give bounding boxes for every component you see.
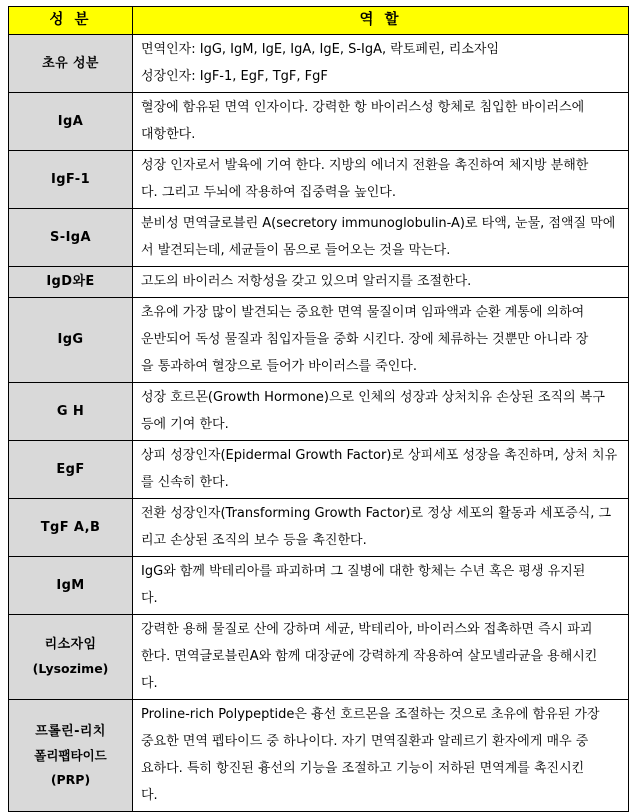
component-name-text: S-IgA: [50, 229, 91, 245]
table-row: [9, 93, 629, 151]
role-description-line: 초유에 가장 많이 발견되는 중요한 면역 물질이며 임파액과 순환 계통에 의하여: [141, 305, 585, 320]
component-name-text: EgF: [56, 461, 85, 477]
role-description-line: 다.: [141, 591, 158, 606]
role-description-line: 를 신속히 한다.: [141, 475, 229, 490]
component-name-cell: [9, 35, 133, 93]
role-description-cell: [133, 93, 629, 151]
column-header-component: 성 분: [9, 7, 133, 35]
role-description-cell: [133, 615, 629, 700]
role-description-line: 성장 인자로서 발육에 기여 한다. 지방의 에너지 전환을 촉진하여 체지방 분해한: [141, 158, 589, 173]
role-description-cell: [133, 267, 629, 298]
component-name-subtext: 폴리팹타이드: [34, 747, 107, 763]
role-description-line: 등에 기여 한다.: [141, 417, 229, 432]
table-row: [9, 441, 629, 499]
component-name-cell: [9, 93, 133, 151]
table-row: [9, 499, 629, 557]
role-description-line: 성장 호르몬(Growth Hormone)으로 인체의 성장과 상처치유 손상된 조직의 복구: [141, 390, 605, 405]
role-description-line: 리고 손상된 조직의 보수 등을 촉진한다.: [141, 533, 367, 548]
table-row: [9, 151, 629, 209]
role-description-line: 한다. 면역글로블린A와 함께 대장균에 강력하게 작용하여 살모넬라균을 용해시킨: [141, 649, 598, 664]
table-row: [9, 557, 629, 615]
component-name-cell: [9, 209, 133, 267]
column-header-role: 역 할: [133, 7, 629, 35]
component-name-text: 초유 성분: [42, 55, 99, 71]
role-description-line: 대항한다.: [141, 127, 196, 142]
role-description-line: 다.: [141, 788, 158, 803]
table-row: [9, 209, 629, 267]
table-row: [9, 700, 629, 812]
role-description-line: 고도의 바이러스 저항성을 갖고 있으며 알러지를 조절한다.: [141, 274, 472, 289]
table-row: [9, 267, 629, 298]
component-name-cell: [9, 298, 133, 383]
role-description-line: 성장인자: IgF-1, EgF, TgF, FgF: [141, 69, 328, 84]
component-name-cell: [9, 615, 133, 700]
component-name-subtext-2: (PRP): [50, 771, 91, 787]
role-description-line: 운반되어 독성 물질과 침입자들을 중화 시킨다. 장에 체류하는 것뿐만 아니라 장: [141, 332, 589, 347]
role-description-line: Proline-rich Polypeptide은 흉선 호르몬을 조절하는 것으로 초유에 함유된 가장: [141, 707, 600, 722]
role-description-cell: [133, 209, 629, 267]
role-description-line: 중요한 면역 펩타이드 중 하나이다. 자기 면역질환과 알레르기 환자에게 매우 중: [141, 734, 589, 749]
ingredient-table: [8, 6, 629, 812]
table-header: [9, 7, 629, 35]
component-name-text: IgF-1: [50, 171, 91, 187]
component-name-text: IgD와E: [46, 274, 95, 289]
role-description-cell: [133, 441, 629, 499]
component-name-text: 프롤린-리치: [35, 723, 106, 739]
component-name-cell: [9, 499, 133, 557]
component-name-cell: [9, 267, 133, 298]
component-name-text: TgF A,B: [40, 519, 101, 535]
role-description-line: 분비성 면역글로블린 A(secretory immunoglobulin-A)로 타액, 눈물, 점액질 막에: [141, 216, 616, 231]
component-name-text: IgG: [57, 332, 84, 347]
role-description-cell: [133, 383, 629, 441]
role-description-cell: [133, 499, 629, 557]
role-description-cell: [133, 700, 629, 812]
component-name-text: IgA: [57, 113, 84, 129]
role-description-line: 혈장에 함유된 면역 인자이다. 강력한 항 바이러스성 항체로 침입한 바이러스에: [141, 100, 585, 115]
role-description-cell: [133, 35, 629, 93]
role-description-line: IgG와 함께 박테리아를 파괴하며 그 질병에 대한 항체는 수년 혹은 평생 유지된: [141, 564, 586, 579]
table-body: [9, 35, 629, 812]
role-description-line: 요하다. 특히 항진된 흉선의 기능을 조절하고 기능이 저하된 면역계를 촉진시킨: [141, 761, 585, 776]
component-name-text: IgM: [56, 577, 85, 593]
role-description-line: 상피 성장인자(Epidermal Growth Factor)로 상피세포 성장을 촉진하며, 상처 치유: [141, 448, 618, 463]
component-name-cell: [9, 383, 133, 441]
table-row: [9, 383, 629, 441]
component-name-text: G H: [56, 403, 85, 419]
component-name-cell: [9, 151, 133, 209]
role-description-line: 다. 그리고 두뇌에 작용하여 집중력을 높인다.: [141, 185, 396, 200]
role-description-line: 면역인자: IgG, IgM, IgE, IgA, IgE, S-IgA, 락토페린, 리소자임: [141, 42, 500, 57]
component-name-cell: [9, 441, 133, 499]
role-description-line: 서 발견되는데, 세균들이 몸으로 들어오는 것을 막는다.: [141, 243, 451, 258]
role-description-cell: [133, 298, 629, 383]
table-header-row: [9, 7, 629, 35]
role-description-line: 을 통과하여 혈장으로 들어가 바이러스를 죽인다.: [141, 359, 417, 374]
role-description-cell: [133, 151, 629, 209]
role-description-line: 다.: [141, 676, 158, 691]
role-description-line: 전환 성장인자(Transforming Growth Factor)로 정상 세포의 활동과 세포증식, 그: [141, 506, 612, 521]
role-description-cell: [133, 557, 629, 615]
table-row: [9, 298, 629, 383]
table-row: [9, 615, 629, 700]
role-description-line: 강력한 용해 물질로 산에 강하며 세균, 박테리아, 바이러스와 접촉하면 즉시 파괴: [141, 622, 593, 637]
component-name-cell: [9, 557, 133, 615]
component-name-cell: [9, 700, 133, 812]
component-name-subtext: (Lysozime): [32, 661, 109, 676]
component-name-text: 리소자임: [44, 637, 97, 652]
table-row: [9, 35, 629, 93]
